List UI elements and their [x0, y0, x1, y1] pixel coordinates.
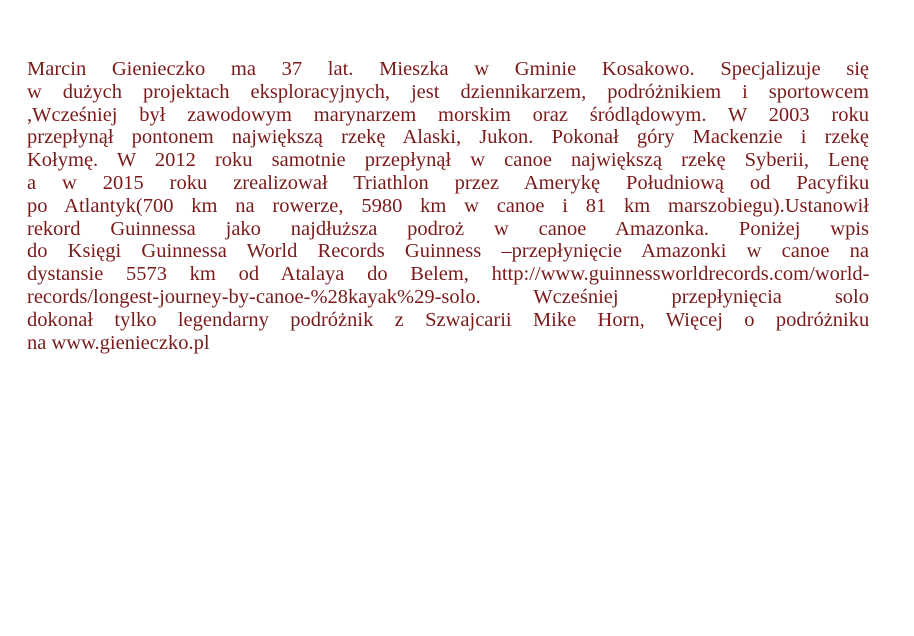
paragraph-line: dystansie 5573 km od Atalaya do Belem, http://www.guinnessworldrecords.com/world-: [27, 263, 870, 286]
paragraph-line: records/longest-journey-by-canoe-%28kayak%29-solo. Wcześniej przepłynięcia solo: [27, 285, 869, 308]
paragraph-line: po Atlantyk(700 km na rowerze, 5980 km w canoe i 81 km marszobiegu).Ustanowił: [27, 194, 870, 217]
paragraph-line: Kołymę. W 2012 roku samotnie przepłynął w canoe największą rzekę Syberii, Lenę: [27, 149, 869, 172]
paragraph-line: ,Wcześniej był zawodowym marynarzem morskim oraz śródlądowym. W 2003 roku: [27, 103, 869, 126]
paragraph-line: w dużych projektach eksploracyjnych, jest dziennikarzem, podróżnikiem i sportowcem: [27, 80, 869, 103]
paragraph-line: przepłynął pontonem największą rzekę Alaski, Jukon. Pokonał góry Mackenzie i rzekę: [27, 126, 869, 149]
paragraph-line: do Księgi Guinnessa World Records Guinness –przepłynięcie Amazonki w canoe na: [27, 240, 869, 263]
paragraph-line: dokonał tylko legendarny podróżnik z Szwajcarii Mike Horn, Więcej o podróżniku: [27, 308, 870, 331]
paragraph-line-last: na www.gienieczko.pl: [27, 331, 210, 354]
biography-paragraph: [27, 58, 869, 354]
paragraph-line: a w 2015 roku zrealizował Triathlon przez Amerykę Południową od Pacyfiku: [27, 171, 870, 194]
paragraph-line: rekord Guinnessa jako najdłuższa podroż w canoe Amazonka. Poniżej wpis: [27, 217, 869, 240]
paragraph-line: Marcin Gienieczko ma 37 lat. Mieszka w Gminie Kosakowo. Specjalizuje się: [27, 58, 869, 80]
